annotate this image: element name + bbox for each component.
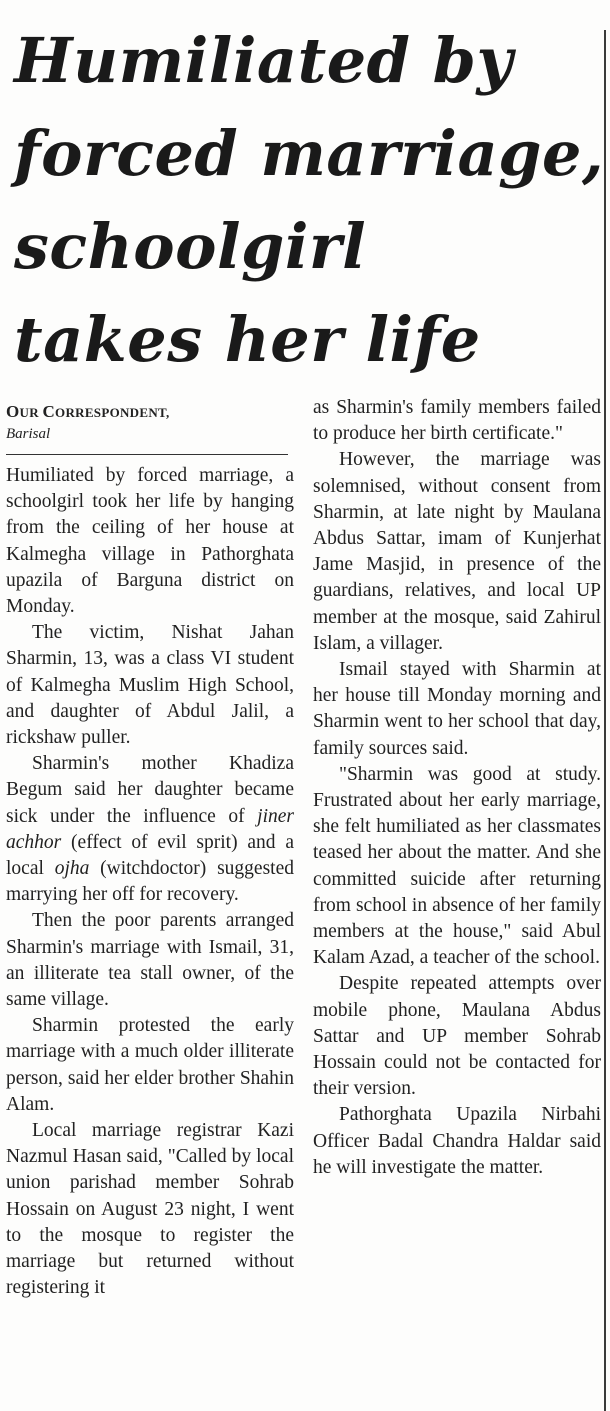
article-column-right bbox=[313, 395, 601, 1181]
paragraph: Pathorghata Upazila Nirbahi Officer Badal Chandra Haldar said he will investigate the matter. bbox=[313, 1104, 601, 1178]
byline-smallcaps: UR bbox=[19, 405, 43, 420]
byline-divider bbox=[6, 454, 288, 455]
byline-place: Barisal bbox=[6, 426, 51, 442]
headline-line: schoolgirl bbox=[14, 210, 367, 283]
paragraph bbox=[6, 751, 294, 908]
italic-term: jiner achhor bbox=[6, 805, 294, 853]
headline-line: takes her life bbox=[14, 303, 481, 376]
paragraph: However, the marriage was solemnised, without consent from Sharmin, at late night by Maulana Abdus Sattar, imam of Kunjerhat Jame Masjid, in presence of the guardians, relatives, and local UP member at the mosque, said Zahirul Islam, a villager. bbox=[313, 449, 601, 654]
paragraph: Humiliated by forced marriage, a schoolgirl took her life by hanging from the ceiling of her house at Kalmegha village in Pathorghata upazila of Barguna district on Monday. bbox=[6, 465, 294, 618]
paragraph: The victim, Nishat Jahan Sharmin, 13, was a class VI student of Kalmegha Muslim High School, and daughter of Abdul Jalil, a rickshaw puller. bbox=[6, 622, 294, 749]
byline-smallcaps: ORRESPONDENT, bbox=[55, 405, 170, 420]
paragraph: Despite repeated attempts over mobile phone, Maulana Abdus Sattar and UP member Sohrab Hossain could not be contacted for their version. bbox=[313, 973, 601, 1100]
headline bbox=[14, 14, 604, 386]
byline-name bbox=[6, 401, 294, 424]
byline-initial: O bbox=[6, 402, 20, 421]
byline-initial: C bbox=[42, 402, 56, 421]
paragraph: Local marriage registrar Kazi Nazmul Hasan said, "Called by local union parishad member Sohrab Hossain on August 23 night, I went to the mosque to register the marriage but returned without registering it bbox=[6, 1120, 294, 1299]
headline-line: Humiliated by bbox=[14, 24, 513, 97]
paragraph: Sharmin protested the early marriage with a much older illiterate person, said her elder brother Shahin Alam. bbox=[6, 1015, 294, 1115]
paragraph: "Sharmin was good at study. Frustrated about her early marriage, she felt humiliated as her classmates teased her about the matter. And she committed suicide after returning from school in absence of her family members at the house," said Abul Kalam Azad, a teacher of the school. bbox=[313, 763, 601, 969]
paragraph: Then the poor parents arranged Sharmin's marriage with Ismail, 31, an illiterate tea stall owner, of the same village. bbox=[6, 910, 294, 1011]
paragraph: Ismail stayed with Sharmin at her house till Monday morning and Sharmin went to her school that day, family sources said. bbox=[313, 659, 601, 759]
column-rule bbox=[604, 30, 606, 1411]
paragraph-text: Sharmin's mother Khadiza Begum said her daughter became sick under the influence of bbox=[6, 753, 294, 827]
paragraph-text: (effect of evil sprit) and a local bbox=[6, 831, 294, 880]
headline-line: forced marriage, bbox=[14, 117, 605, 190]
paragraph-text: (witchdoctor) suggested marrying her off for recovery. bbox=[6, 858, 294, 906]
article-column-left bbox=[6, 395, 294, 1302]
italic-term: ojha bbox=[54, 858, 90, 880]
paragraph: as Sharmin's family members failed to produce her birth certificate." bbox=[313, 397, 601, 445]
